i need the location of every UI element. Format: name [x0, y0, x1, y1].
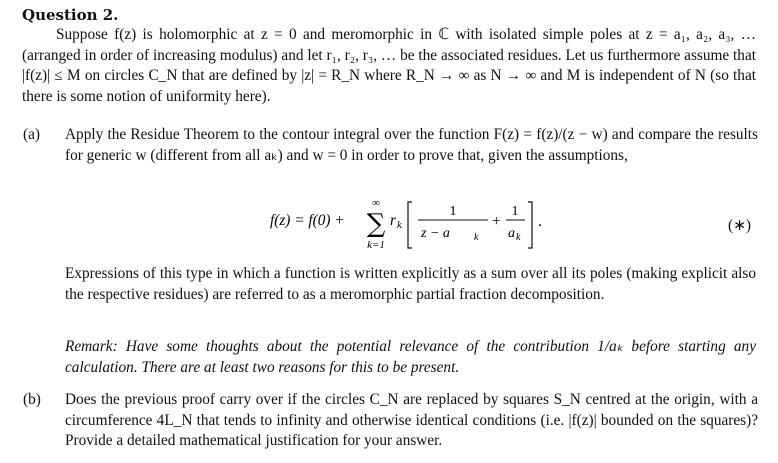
- equation-period: .: [538, 213, 542, 230]
- frac2-den: a: [508, 226, 515, 241]
- part-a-remark: [65, 337, 756, 378]
- plus-sign: +: [492, 213, 501, 230]
- frac2-den-sub: k: [516, 232, 521, 243]
- equation-label: (∗): [728, 217, 752, 234]
- sum-symbol: ∑: [366, 209, 386, 239]
- part-a-text: Apply the Residue Theorem to the contour integral over the function F(z) = f(z)/(z − w) and compare the results for generic w (different from all aₖ) and w = 0 in order to prove that, given the assumptions,: [65, 126, 758, 164]
- part-b-label: (b): [23, 391, 41, 408]
- partial-fraction-equation: [270, 198, 570, 252]
- frac2-num: 1: [511, 204, 519, 219]
- residue-coef-sub: k: [397, 220, 402, 231]
- sum-bottom: k=1: [367, 239, 385, 251]
- question-intro: Suppose f(z) is holomorphic at z = 0 and meromorphic in ℂ with isolated simple poles at z = a₁, a₂, a₃, … (arranged in order of increasing modulus) and let r₁, r₂, r₃, … be the associated residues. Let us furthermore assume that |f(z)| ≤ M on circles C_N that are defined by |z| = R_N where R_N → ∞ as N → ∞ and M is independent of N (so that there is some notion of uniformity here).: [22, 26, 756, 105]
- frac1-den-sub: k: [474, 232, 479, 243]
- part-a-explanation: Expressions of this type in which a function is written explicitly as a sum over all its poles (making explicit also the respective residues) are referred to as a meromorphic partial fraction decomposition.: [65, 265, 756, 303]
- residue-coef: r: [390, 212, 396, 229]
- left-bracket: [408, 202, 412, 248]
- sum-top: ∞: [372, 198, 380, 209]
- frac1-num: 1: [449, 204, 457, 219]
- question-title: Question 2.: [22, 6, 119, 24]
- remark-text: Have some thoughts about the potential relevance of the contribution 1/aₖ before starting any calculation. There are at least two reasons for this to be present.: [65, 338, 756, 376]
- frac1-den: z − a: [421, 226, 450, 241]
- part-b-text: Does the previous proof carry over if the circles C_N are replaced by squares S_N centred at the origin, with a circumference 4L_N that tends to infinity and otherwise identical conditions (i.e. |f(z)| bounded on the squares)? Provide a detailed mathematical justification for your answer.: [65, 391, 758, 450]
- remark-label: Remark:: [65, 338, 118, 355]
- right-bracket: [528, 202, 532, 248]
- equation-lhs: f(z) = f(0) +: [270, 212, 345, 229]
- part-a-label: (a): [23, 126, 40, 143]
